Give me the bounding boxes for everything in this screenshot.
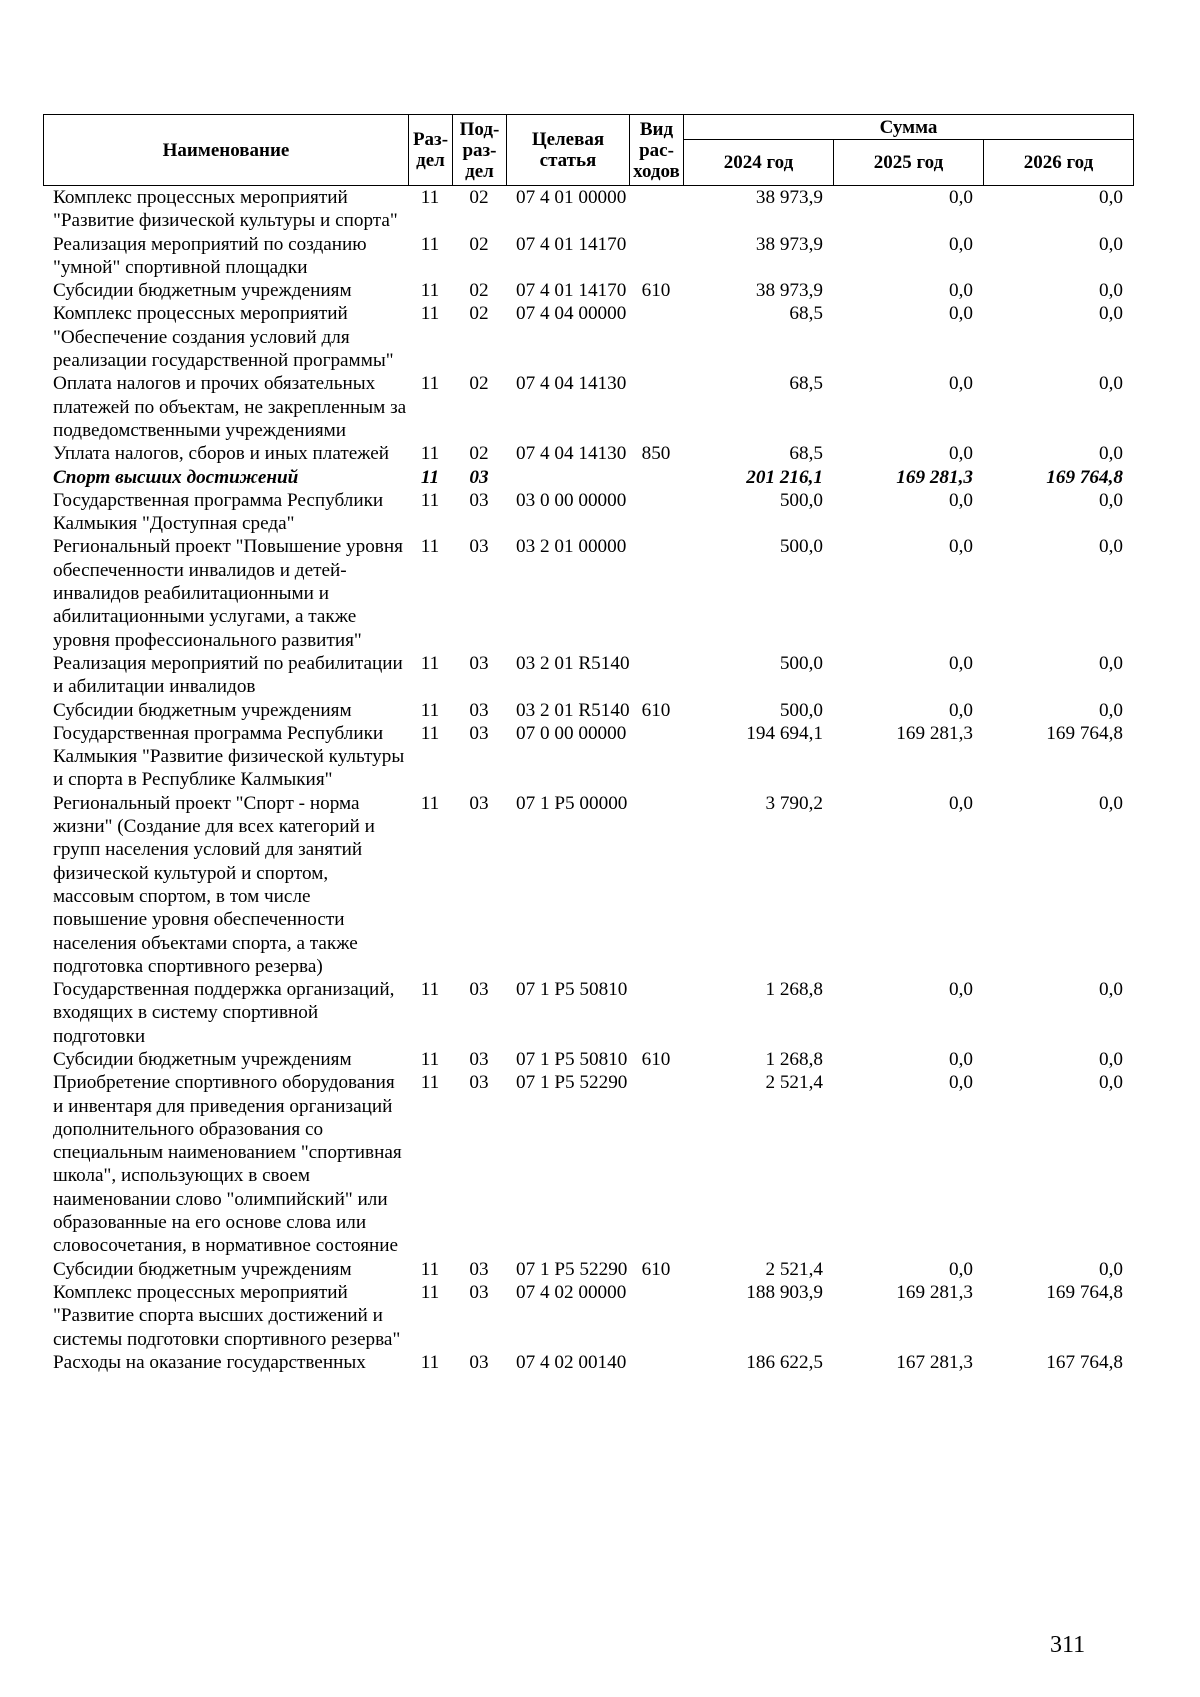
row-vid [629, 489, 683, 536]
row-sum-2025: 169 281,3 [896, 722, 973, 744]
row-razdel: 11 [420, 792, 440, 814]
row-sum-2024: 38 973,9 [755, 187, 823, 208]
row-vid [629, 233, 683, 280]
row-razdel: 11 [420, 1072, 440, 1094]
table-row [43, 186, 1133, 233]
row-sum-2024: 500,0 [779, 699, 823, 721]
row-sum-2025: 0,0 [949, 1048, 973, 1070]
row-sum-2025: 0,0 [949, 233, 973, 255]
row-sum-2024: 3 790,2 [765, 792, 823, 814]
row-name: Комплекс процессных мероприятий "Обеспечение создания условий для реализации государственной программы" [53, 303, 394, 372]
row-razdel: 11 [420, 233, 440, 255]
row-razdel: 11 [420, 443, 440, 465]
row-article: 07 1 P5 50810 [516, 1048, 628, 1070]
row-podrazdel: 03 [469, 466, 489, 488]
header-year-2024: 2024 год [684, 140, 834, 186]
row-sum-2025: 0,0 [949, 443, 973, 465]
row-sum-2025: 169 281,3 [896, 466, 973, 488]
row-sum-2026: 0,0 [1099, 536, 1123, 558]
row-sum-2024: 188 903,9 [746, 1281, 823, 1303]
row-vid [629, 535, 683, 651]
row-name: Расходы на оказание государственных [53, 1351, 366, 1373]
table-row [43, 489, 1133, 536]
row-vid: 850 [641, 443, 671, 465]
row-name: Государственная поддержка организаций, входящих в систему спортивной подготовки [53, 979, 395, 1047]
row-name: Субсидии бюджетным учреждениям [53, 699, 352, 721]
page-number: 311 [1050, 1632, 1086, 1658]
row-sum-2026: 0,0 [1099, 652, 1123, 674]
row-sum-2026: 0,0 [1099, 489, 1123, 511]
row-podrazdel: 03 [469, 1281, 489, 1303]
row-razdel: 11 [420, 536, 440, 558]
row-sum-2026: 169 764,8 [1046, 1281, 1123, 1303]
row-article: 07 4 01 00000 [516, 187, 627, 208]
table-row [43, 302, 1133, 372]
row-name: Приобретение спортивного оборудования и инвентаря для приведения организаций дополнительного образования со специальным наименованием "спортивная школа", использующих в своем наименовании слово "олимпийский" или образованные на его основе слова или словосочетания, в нормативное состояние [53, 1072, 402, 1257]
row-sum-2025: 0,0 [949, 489, 973, 511]
row-sum-2025: 0,0 [949, 652, 973, 674]
row-vid: 610 [641, 280, 671, 302]
row-podrazdel: 03 [469, 979, 489, 1001]
row-sum-2024: 201 216,1 [746, 466, 823, 488]
row-name: Субсидии бюджетным учреждениям [53, 1258, 352, 1280]
row-sum-2025: 0,0 [949, 536, 973, 558]
row-vid [629, 1281, 683, 1351]
row-podrazdel: 03 [469, 722, 489, 744]
table-row [43, 442, 1133, 465]
row-razdel: 11 [420, 1351, 440, 1373]
row-sum-2026: 169 764,8 [1046, 466, 1123, 488]
header-article: Целевая статья [507, 115, 630, 186]
row-vid: 610 [641, 1258, 671, 1280]
table-row [43, 372, 1133, 442]
row-sum-2026: 0,0 [1099, 699, 1123, 721]
row-razdel: 11 [420, 280, 440, 302]
row-sum-2024: 38 973,9 [755, 233, 823, 255]
row-razdel: 11 [420, 1048, 440, 1070]
row-name: Государственная программа Республики Калмыкия "Доступная среда" [53, 489, 384, 535]
row-sum-2025: 0,0 [949, 373, 973, 395]
row-podrazdel: 02 [469, 443, 489, 465]
table-row [43, 699, 1133, 722]
row-vid [629, 978, 683, 1048]
row-podrazdel: 02 [469, 233, 489, 255]
row-sum-2026: 0,0 [1099, 187, 1123, 208]
row-podrazdel: 03 [469, 489, 489, 511]
row-vid: 610 [641, 699, 671, 721]
row-vid [629, 722, 683, 792]
row-razdel: 11 [420, 652, 440, 674]
row-vid [629, 372, 683, 442]
row-razdel: 11 [420, 489, 440, 511]
row-podrazdel: 02 [469, 303, 489, 325]
row-sum-2026: 0,0 [1099, 443, 1123, 465]
row-sum-2026: 0,0 [1099, 1258, 1123, 1280]
table-row [43, 652, 1133, 699]
row-podrazdel: 03 [469, 1048, 489, 1070]
row-sum-2025: 0,0 [949, 1072, 973, 1094]
table-section-row [43, 466, 1133, 489]
row-vid [629, 652, 683, 699]
row-sum-2026: 167 764,8 [1046, 1351, 1123, 1373]
table-row [43, 1351, 1133, 1374]
header-podrazdel: Под- раз- дел [453, 115, 507, 186]
row-razdel: 11 [420, 373, 440, 395]
row-sum-2025: 0,0 [949, 699, 973, 721]
row-razdel: 11 [420, 1281, 440, 1303]
row-name: Субсидии бюджетным учреждениям [53, 1048, 352, 1070]
row-razdel: 11 [420, 303, 440, 325]
row-name: Государственная программа Республики Калмыкия "Развитие физической культуры и спорта в Республике Калмыкия" [53, 722, 405, 791]
row-article: 07 1 P5 52290 [516, 1258, 628, 1280]
row-article: 07 4 02 00140 [516, 1351, 627, 1373]
row-article: 03 2 01 R5140 [516, 652, 630, 674]
header-year-2025: 2025 год [834, 140, 984, 186]
row-sum-2024: 500,0 [779, 489, 823, 511]
row-article: 03 2 01 00000 [516, 536, 627, 558]
table-row [43, 1071, 1133, 1257]
row-podrazdel: 03 [469, 699, 489, 721]
table-row [43, 233, 1133, 280]
row-sum-2024: 68,5 [789, 373, 823, 395]
row-razdel: 11 [420, 466, 440, 488]
row-name: Комплекс процессных мероприятий "Развитие физической культуры и спорта" [53, 187, 398, 232]
header-sum: Сумма [684, 115, 1134, 140]
header-vid: Вид рас- ходов [630, 115, 684, 186]
row-name: Комплекс процессных мероприятий "Развитие спорта высших достижений и системы подготовки спортивного резерва" [53, 1281, 401, 1350]
row-vid [629, 466, 683, 489]
row-article: 07 4 01 14170 [516, 280, 627, 302]
row-sum-2025: 0,0 [949, 1258, 973, 1280]
row-razdel: 11 [420, 722, 440, 744]
row-sum-2026: 0,0 [1099, 1072, 1123, 1094]
table-row [43, 1281, 1133, 1351]
table-row [43, 535, 1133, 651]
table-row [43, 1258, 1133, 1281]
row-sum-2025: 0,0 [949, 792, 973, 814]
row-sum-2025: 169 281,3 [896, 1281, 973, 1303]
row-article: 03 0 00 00000 [516, 489, 627, 511]
row-sum-2024: 38 973,9 [755, 280, 823, 302]
row-podrazdel: 03 [469, 1351, 489, 1373]
row-podrazdel: 03 [469, 652, 489, 674]
row-article: 07 1 P5 00000 [516, 792, 628, 814]
row-sum-2026: 0,0 [1099, 979, 1123, 1001]
row-podrazdel: 03 [469, 536, 489, 558]
row-sum-2025: 0,0 [949, 280, 973, 302]
row-sum-2024: 68,5 [789, 443, 823, 465]
table-body [43, 186, 1133, 1374]
row-razdel: 11 [420, 699, 440, 721]
row-article: 07 1 P5 52290 [516, 1072, 628, 1094]
row-podrazdel: 02 [469, 373, 489, 395]
row-sum-2026: 0,0 [1099, 303, 1123, 325]
row-article: 07 4 02 00000 [516, 1281, 627, 1303]
row-sum-2024: 500,0 [779, 652, 823, 674]
row-sum-2026: 169 764,8 [1046, 722, 1123, 744]
table-row [43, 1048, 1133, 1071]
row-name: Реализация мероприятий по созданию "умной" спортивной площадки [53, 233, 367, 278]
row-sum-2024: 2 521,4 [765, 1258, 823, 1280]
row-sum-2024: 194 694,1 [746, 722, 823, 744]
row-name: Уплата налогов, сборов и иных платежей [53, 443, 390, 465]
row-name: Региональный проект "Спорт - норма жизни" (Создание для всех категорий и групп населения условий для занятий физической культурой и спортом, массовым спортом, в том числе повышение уровня обеспеченности населения объектами спорта, а также подготовка спортивного резерва) [53, 792, 375, 977]
row-podrazdel: 03 [469, 792, 489, 814]
row-sum-2024: 2 521,4 [765, 1072, 823, 1094]
row-sum-2026: 0,0 [1099, 233, 1123, 255]
row-sum-2024: 1 268,8 [765, 1048, 823, 1070]
row-sum-2026: 0,0 [1099, 792, 1123, 814]
row-podrazdel: 02 [469, 280, 489, 302]
row-article: 07 4 04 00000 [516, 303, 627, 325]
row-vid: 610 [641, 1048, 671, 1070]
row-vid [629, 792, 683, 978]
table-row [43, 722, 1133, 792]
row-sum-2024: 1 268,8 [765, 979, 823, 1001]
budget-table [43, 186, 1133, 1374]
row-sum-2024: 500,0 [779, 536, 823, 558]
row-vid [629, 1071, 683, 1257]
row-article [506, 466, 629, 489]
row-razdel: 11 [420, 1258, 440, 1280]
row-vid [629, 1351, 683, 1374]
row-sum-2024: 186 622,5 [746, 1351, 823, 1373]
row-article: 07 1 P5 50810 [516, 979, 628, 1001]
row-article: 07 4 01 14170 [516, 233, 627, 255]
row-article: 07 0 00 00000 [516, 722, 627, 744]
row-razdel: 11 [420, 187, 440, 208]
row-name: Оплата налогов и прочих обязательных платежей по объектам, не закрепленным за подведомственными учреждениями [53, 373, 407, 441]
row-name: Реализация мероприятий по реабилитации и абилитации инвалидов [53, 652, 403, 698]
row-article: 07 4 04 14130 [516, 443, 627, 465]
row-sum-2025: 0,0 [949, 187, 973, 208]
table-row [43, 978, 1133, 1048]
row-article: 07 4 04 14130 [516, 373, 627, 395]
row-vid [629, 186, 683, 233]
row-podrazdel: 03 [469, 1072, 489, 1094]
row-vid [629, 302, 683, 372]
table-header [43, 114, 1134, 186]
row-podrazdel: 03 [469, 1258, 489, 1280]
table-row [43, 279, 1133, 302]
row-sum-2025: 0,0 [949, 979, 973, 1001]
row-sum-2026: 0,0 [1099, 280, 1123, 302]
row-sum-2026: 0,0 [1099, 373, 1123, 395]
header-year-2026: 2026 год [984, 140, 1134, 186]
row-podrazdel: 02 [469, 187, 489, 208]
header-name: Наименование [44, 115, 409, 186]
row-name: Спорт высших достижений [53, 466, 299, 488]
table-row [43, 792, 1133, 978]
header-razdel: Раз- дел [409, 115, 453, 186]
row-razdel: 11 [420, 979, 440, 1001]
row-sum-2025: 167 281,3 [896, 1351, 973, 1373]
row-article: 03 2 01 R5140 [516, 699, 630, 721]
row-sum-2026: 0,0 [1099, 1048, 1123, 1070]
row-sum-2024: 68,5 [789, 303, 823, 325]
row-name: Субсидии бюджетным учреждениям [53, 280, 352, 302]
row-name: Региональный проект "Повышение уровня обеспеченности инвалидов и детей-инвалидов реабилитационными и абилитационными услугами, а также уровня профессионального развития" [53, 536, 403, 651]
row-sum-2025: 0,0 [949, 303, 973, 325]
